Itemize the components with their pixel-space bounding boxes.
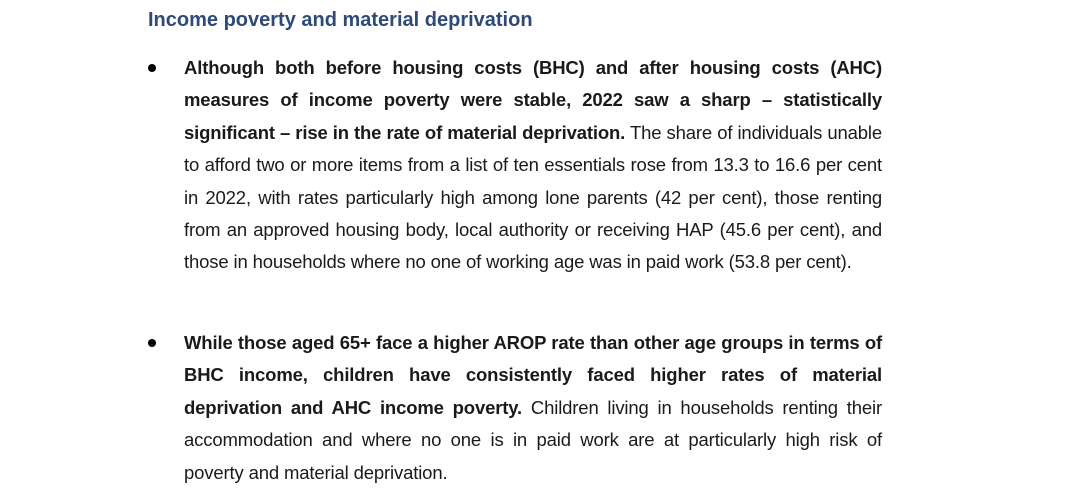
bullet-paragraph: [184, 327, 882, 489]
bullet-icon: [148, 339, 156, 347]
bullet-icon: [148, 64, 156, 72]
section-heading: Income poverty and material deprivation: [148, 9, 533, 31]
bullet-lead-text: Although both before housing costs (BHC) and after housing costs (AHC) measures of income poverty were stable, 2022 saw a sharp – statistically significant – rise in the rate of material deprivation.: [184, 57, 882, 143]
bullet-paragraph: [184, 52, 882, 279]
bullet-body-text: Children living in households renting their accommodation and where no one is in paid work are at particularly high risk of poverty and material deprivation.: [184, 396, 882, 483]
bullet-lead-text: While those aged 65+ face a higher AROP rate than other age groups in terms of BHC income, children have consistently faced higher rates of material deprivation and AHC income poverty.: [184, 332, 882, 418]
bullet-body-text: The share of individuals unable to afford two or more items from a list of ten essentials rose from 13.3 to 16.6 per cent in 2022, with rates particularly high among lone parents (42 per cent), those renting from an approved housing body, local authority or receiving HAP (45.6 per cent), and those in households where no one of working age was in paid work (53.8 per cent).: [184, 121, 882, 273]
